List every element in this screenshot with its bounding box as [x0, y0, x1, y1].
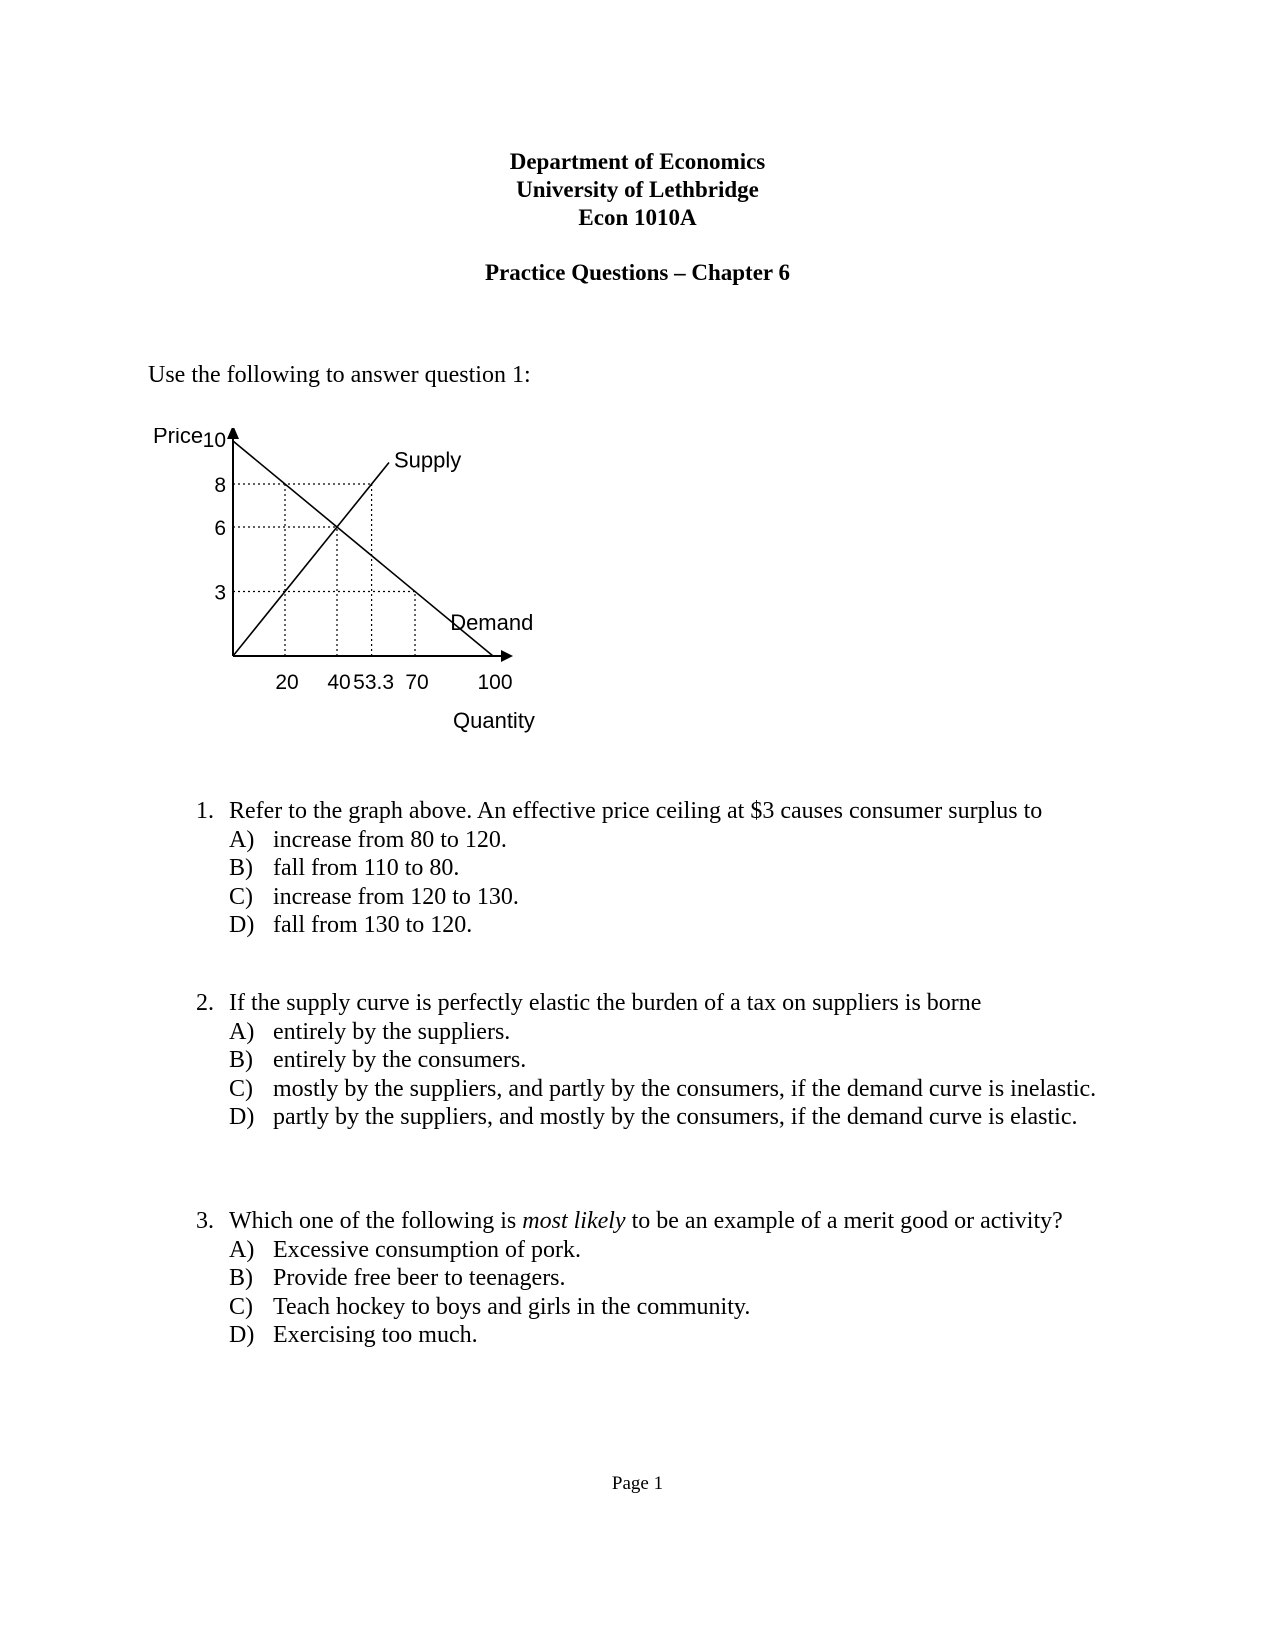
x-tick-label: 20	[275, 671, 299, 694]
y-tick-label: 3	[214, 581, 226, 605]
option-a: A) increase from 80 to 120.	[229, 826, 507, 853]
option-b: B) Provide free beer to teenagers.	[229, 1265, 566, 1291]
option-d: D) Exercising too much.	[229, 1322, 478, 1348]
supply-demand-chart	[150, 428, 570, 738]
x-axis-label: Quantity	[453, 708, 535, 733]
course-title: Econ 1010A	[578, 205, 697, 230]
question-number: 1.	[196, 798, 214, 824]
question-2	[196, 989, 1136, 1132]
question-stem: Which one of the following is most likely to be an example of a merit good or activity?	[229, 1208, 1063, 1234]
option-c: C) increase from 120 to 130.	[229, 883, 519, 910]
question-number: 2.	[196, 990, 214, 1016]
page-number: Page 1	[611, 1473, 664, 1494]
x-tick-label: 70	[405, 671, 429, 694]
question-3	[196, 1207, 1136, 1350]
y-axis-arrow	[227, 428, 239, 439]
document-header	[0, 148, 1275, 287]
question-stem: If the supply curve is perfectly elastic the burden of a tax on suppliers is borne	[229, 990, 982, 1016]
x-tick-label: 100	[477, 671, 513, 694]
option-c: C) Teach hockey to boys and girls in the community.	[229, 1293, 751, 1320]
option-b: B) entirely by the consumers.	[229, 1047, 527, 1073]
university-title: University of Lethbridge	[516, 177, 759, 202]
x-axis-arrow	[501, 650, 513, 662]
chart-intro: Use the following to answer question 1:	[148, 362, 531, 388]
y-tick-label: 8	[214, 474, 226, 497]
y-tick-label: 6	[214, 517, 226, 540]
question-number: 3.	[196, 1208, 214, 1234]
x-tick-label: 40	[327, 671, 351, 694]
demand-label: Demand	[450, 610, 534, 636]
stem-emphasis: most likely	[522, 1208, 626, 1234]
option-d: D) fall from 130 to 120.	[229, 912, 473, 938]
department-title: Department of Economics	[509, 149, 766, 174]
question-1	[196, 797, 1136, 940]
dotted-guides	[233, 484, 415, 656]
y-tick-label: 10	[202, 429, 226, 452]
option-a: A) Excessive consumption of pork.	[229, 1236, 581, 1263]
x-tick-label: 53.3	[353, 671, 395, 694]
supply-curve	[233, 463, 389, 657]
page-title: Practice Questions – Chapter 6	[485, 260, 790, 285]
option-c: C) mostly by the suppliers, and partly by the consumers, if the demand curve is inelastic.	[229, 1075, 1097, 1102]
option-a: A) entirely by the suppliers.	[229, 1018, 511, 1045]
option-b: B) fall from 110 to 80.	[229, 855, 460, 881]
question-stem: Refer to the graph above. An effective price ceiling at $3 causes consumer surplus to	[229, 798, 1043, 824]
y-axis-label: Price	[153, 428, 204, 448]
option-d: D) partly by the suppliers, and mostly by the consumers, if the demand curve is elastic.	[229, 1104, 1078, 1130]
supply-label: Supply	[394, 447, 462, 473]
